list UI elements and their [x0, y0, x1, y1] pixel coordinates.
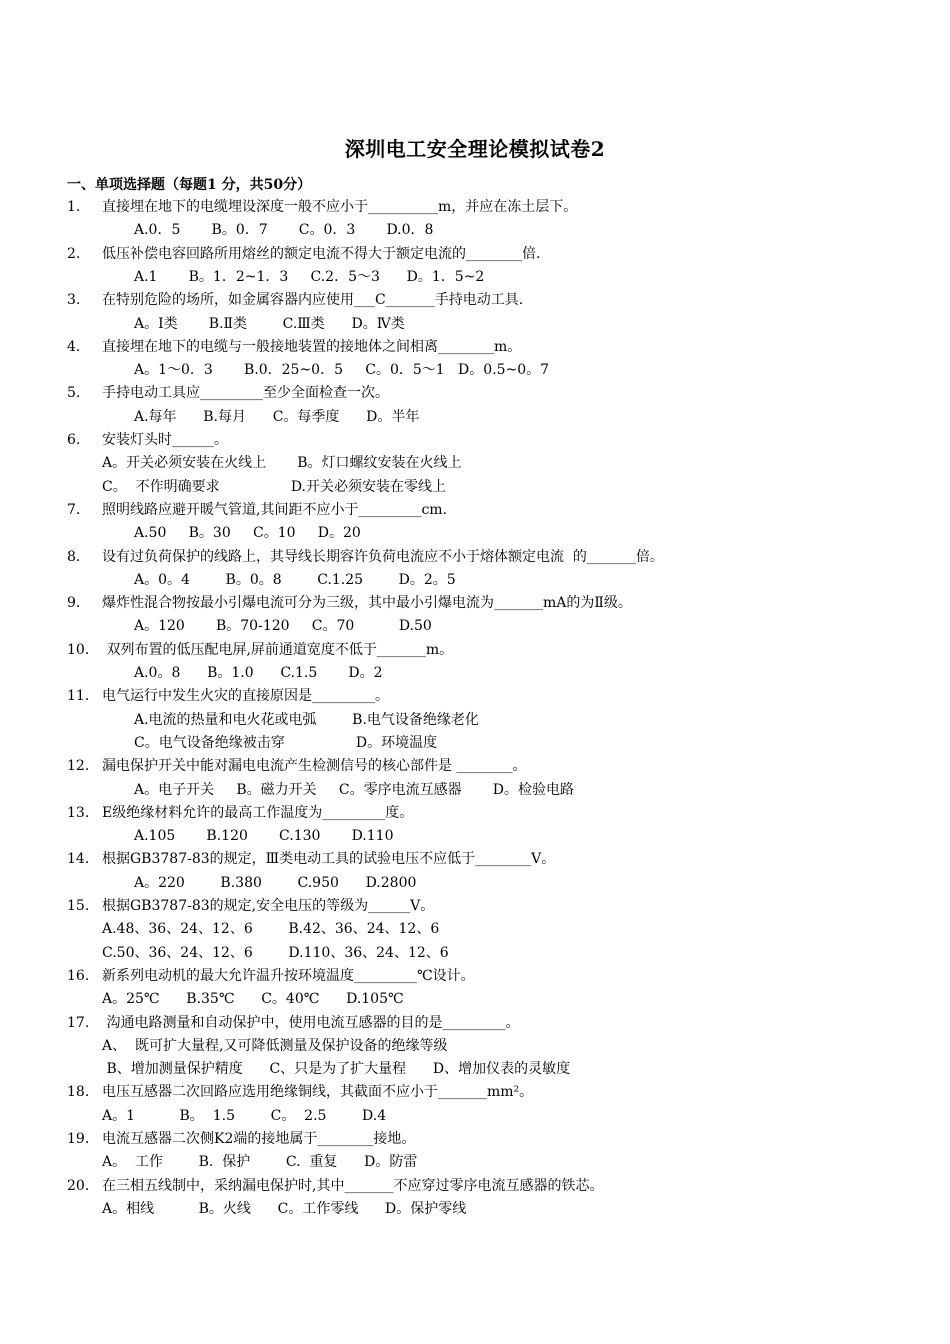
question-number: 1.	[67, 199, 81, 215]
page-title: 深圳电工安全理论模拟试卷2	[344, 137, 606, 161]
answer-options: B、增加测量保护精度 C、只是为了扩大量程 D、增加仪表的灵敏度	[102, 1061, 571, 1078]
question-text: 直接埋在地下的电缆埋设深度一般不应小于__________m，并应在冻土层下。	[102, 199, 578, 215]
question-number: 18.	[67, 1084, 90, 1101]
question-number: 17.	[67, 1014, 90, 1031]
answer-options: A。1 B。 1.5 C。 2.5 D.4	[102, 1107, 387, 1124]
answer-options: A。220 B.380 C.950 D.2800	[134, 874, 417, 891]
question-text: 手持电动工具应_________至少全面检查一次。	[102, 385, 389, 402]
answer-options: A.0．5 B。0．7 C。0．3 D.0．8	[134, 222, 434, 239]
answer-options: A。 工作 B. 保护 C. 重复 D。防雷	[102, 1154, 418, 1171]
question-number: 15.	[67, 898, 90, 914]
question-number: 9.	[67, 595, 81, 612]
question-text: 电流互感器二次侧K2端的接地属于________接地。	[102, 1131, 416, 1147]
answer-options: A。相线 B。火线 C。工作零线 D。保护零线	[102, 1200, 467, 1217]
question-text: 在三相五线制中，采纳漏电保护时,其中_______不应穿过零序电流互感器的铁芯。	[102, 1177, 604, 1194]
question-number: 6.	[67, 432, 81, 448]
question-text: 漏电保护开关中能对漏电电流产生检测信号的核心部件是 ________。	[102, 758, 527, 775]
question-number: 11.	[67, 688, 90, 705]
question-text: 爆炸性混合物按最小引爆电流可分为三级，其中最小引爆电流为_______mA的为Ⅱ级。	[102, 595, 632, 612]
question-text: 电气运行中发生火灾的直接原因是_________。	[102, 688, 389, 705]
question-text: 低压补偿电容回路所用熔丝的额定电流不得大于额定电流的________倍.	[102, 245, 541, 262]
answer-options: A.50 B。30 C。10 D。20	[134, 525, 361, 542]
answer-options: C.50、36、24、12、6 D.110、36、24、12、6	[102, 944, 449, 961]
question-number: 2.	[67, 245, 81, 262]
question-text: 电压互感器二次回路应选用绝缘铜线，其截面不应小于_______mm²。	[102, 1084, 534, 1101]
question-number: 12.	[67, 758, 90, 775]
question-text: E级绝缘材料允许的最高工作温度为_________度。	[102, 804, 414, 821]
question-text: 安装灯头时______。	[102, 432, 228, 448]
question-number: 7.	[67, 501, 81, 518]
question-text: 设有过负荷保护的线路上，其导线长期容许负荷电流应不小于熔体额定电流 的_______倍。	[102, 548, 664, 565]
answer-options: A。120 B。70-120 C。70 D.50	[134, 618, 432, 635]
answer-options: A.1 B。1．2~1．3 C.2．5～3 D。1．5~2	[134, 268, 485, 285]
answer-options: A。电子开关 B。磁力开关 C。零序电流互感器 D。检验电路	[134, 781, 574, 798]
question-text: 新系列电动机的最大允许温升按环境温度_________℃设计。	[102, 967, 475, 984]
question-number: 3.	[67, 292, 81, 309]
section-heading: 一、单项选择题（每题1 分，共50分）	[67, 177, 312, 193]
answer-options: A。Ⅰ类 B.Ⅱ类 C.Ⅲ类 D。Ⅳ类	[134, 315, 405, 332]
answer-options: A、 既可扩大量程,又可降低测量及保护设备的绝缘等级	[102, 1037, 448, 1054]
question-text: 在特别危险的场所，如金属容器内应使用___C_______手持电动工具.	[102, 292, 524, 309]
answer-options: C。 不作明确要求 D.开关必须安装在零线上	[102, 478, 446, 495]
answer-options: A.每年 B.每月 C。每季度 D。半年	[134, 408, 420, 425]
question-text: 沟通电路测量和自动保护中，使用电流互感器的目的是_________。	[102, 1014, 520, 1031]
answer-options: C。电气设备绝缘被击穿 D。环境温度	[134, 734, 438, 751]
question-text: 直接埋在地下的电缆与一般接地装置的接地体之间相离________m。	[102, 338, 522, 355]
answer-options: A.105 B.120 C.130 D.110	[134, 828, 394, 845]
answer-options: A.电流的热量和电火花或电弧 B.电气设备绝缘老化	[134, 711, 479, 728]
question-number: 19.	[67, 1131, 90, 1147]
answer-options: A.48、36、24、12、6 B.42、36、24、12、6	[102, 921, 440, 938]
answer-options: A。开关必须安装在火线上 B。灯口螺纹安装在火线上	[102, 455, 462, 472]
question-number: 14.	[67, 851, 90, 868]
question-text: 根据GB3787-83的规定，Ⅲ类电动工具的试验电压不应低于________V。	[102, 851, 556, 868]
question-number: 5.	[67, 385, 81, 402]
question-number: 10.	[67, 641, 90, 658]
question-number: 16.	[67, 967, 90, 984]
question-text: 双列布置的低压配电屏,屏前通道宽度不低于_______m。	[102, 641, 454, 658]
question-number: 8.	[67, 548, 81, 565]
answer-options: A.0。8 B。1.0 C.1.5 D。2	[134, 665, 383, 681]
question-number: 20.	[67, 1177, 90, 1194]
answer-options: A。0。4 B。0。8 C.1.25 D。2。5	[134, 571, 456, 588]
question-text: 根据GB3787-83的规定,安全电压的等级为______V。	[102, 898, 435, 914]
question-text: 照明线路应避开暖气管道,其间距不应小于_________cm.	[102, 501, 448, 518]
answer-options: A。1～0．3 B.0．25~0．5 C。0．5～1 D。0.5~0。7	[134, 362, 550, 379]
question-number: 4.	[67, 338, 81, 355]
question-number: 13.	[67, 804, 90, 821]
answer-options: A。25℃ B.35℃ C。40℃ D.105℃	[102, 991, 404, 1008]
